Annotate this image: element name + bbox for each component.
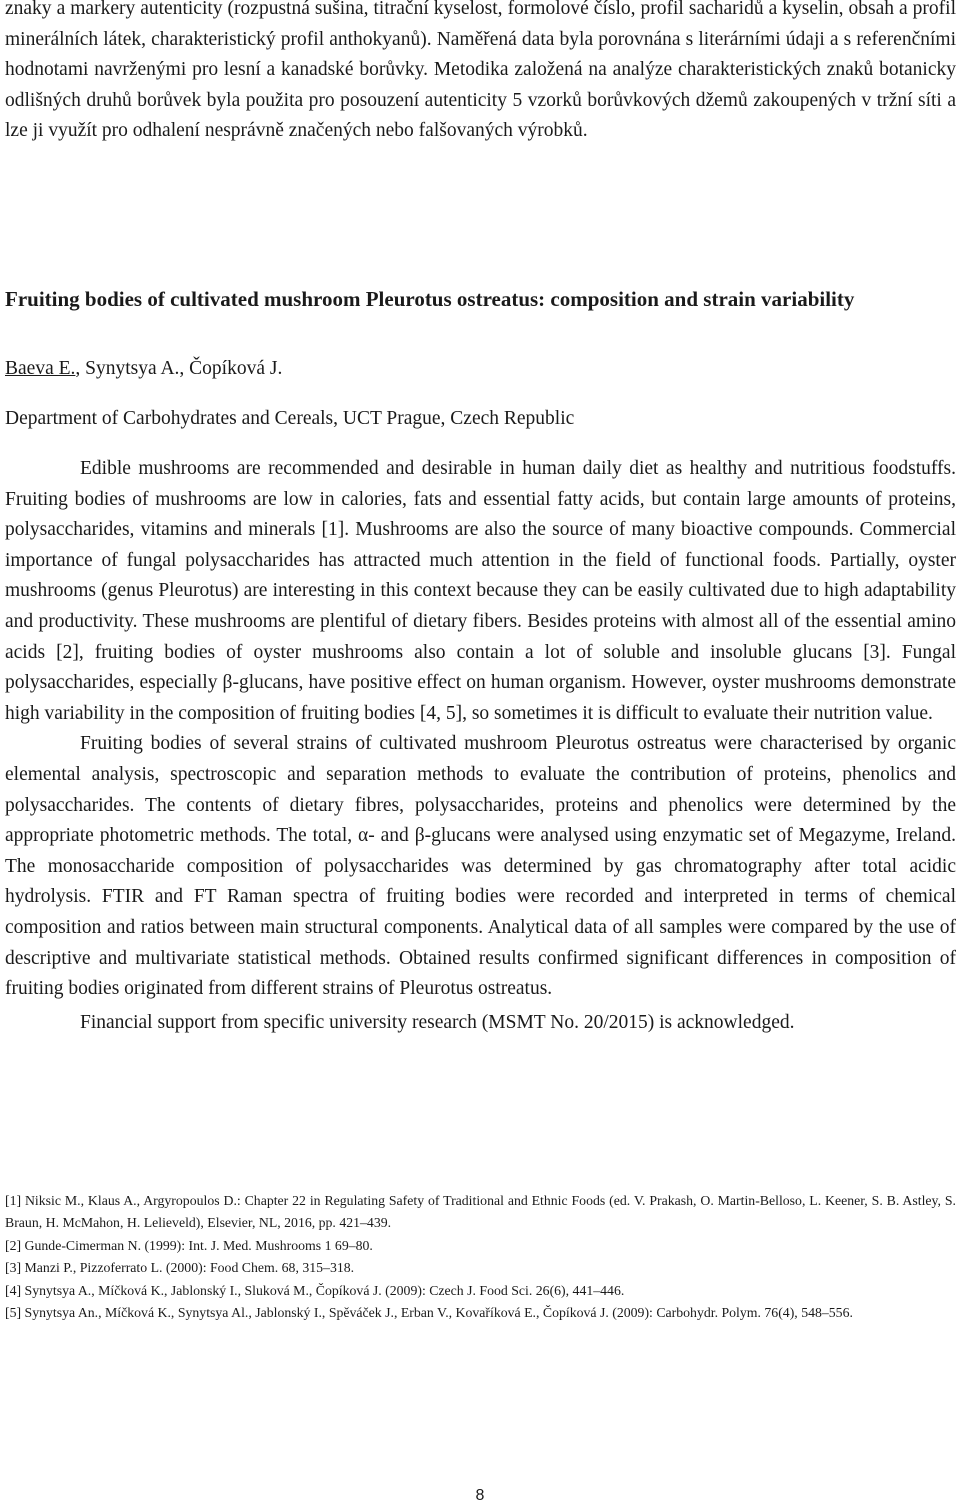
financial-support: Financial support from specific university research (MSMT No. 20/2015) is acknowledged. <box>80 1011 795 1033</box>
author-list <box>5 356 956 382</box>
other-authors: Synytsya A., Čopíková J. <box>80 358 283 379</box>
abstract-paragraph-2: Fruiting bodies of several strains of cultivated mushroom Pleurotus ostreatus were characterised by organic elemental analysis, spectroscopic and separation methods to evaluate the contribution of proteins, phenolics and polysaccharides. The contents of dietary fibres, polysaccharides, proteins and phenolics were determined by the appropriate photometric methods. The total, α- and β-glucans were analysed using enzymatic set of Megazyme, Ireland. The monosaccharide composition of polysaccharides was determined by gas chromatography after total acidic hydrolysis. FTIR and FT Raman spectra of fruiting bodies were recorded and interpreted in terms of chemical composition and ratios between main structural components. Analytical data of all samples were compared by the use of descriptive and multivariate statistical methods. Obtained results confirmed significant differences in composition of fruiting bodies originated from different strains of Pleurotus ostreatus. <box>5 733 956 1000</box>
affiliation: Department of Carbohydrates and Cereals, UCT Prague, Czech Republic <box>5 408 575 429</box>
reference-list <box>5 1190 956 1324</box>
reference-item: [1] Niksic M., Klaus A., Argyropoulos D.: Chapter 22 in Regulating Safety of Traditional and Ethnic Foods (ed. V. Prakash, O. Martin-Belloso, L. Keener, S. B. Astley, S. Braun, H. McMahon, H. Lelieveld), Elsevier, NL, 2016, pp. 421–439. <box>5 1193 956 1231</box>
article-title: Fruiting bodies of cultivated mushroom Pleurotus ostreatus: composition and strain variability <box>5 287 855 311</box>
reference-item: [4] Synytsya A., Míčková K., Jablonský I., Sluková M., Čopíková J. (2009): Czech J. Food Sci. 26(6), 441–446. <box>5 1282 625 1298</box>
reference-item: [5] Synytsya An., Míčková K., Synytsya Al., Jablonský I., Spěváček J., Erban V., Kovaříková E., Čopíková J. (2009): Carbohydr. Polym. 76(4), 548–556. <box>5 1305 853 1321</box>
page-number: 8 <box>475 1487 485 1504</box>
reference-item: [2] Gunde-Cimerman N. (1999): Int. J. Med. Mushrooms 1 69–80. <box>5 1237 373 1253</box>
reference-item: [3] Manzi P., Pizzoferrato L. (2000): Food Chem. 68, 315–318. <box>5 1260 355 1276</box>
abstract-body <box>5 454 956 1038</box>
previous-abstract-text: znaky a markery autenticity (rozpustná sušina, titrační kyselost, formolové číslo, profil sacharidů a kyselin, obsah a profil minerálních látek, charakteristický profil anthokyanů). Naměřená data byla porovnána s literárními údaji a s referenčními hodnotami navrženými pro lesní a kanadské borůvky. Metodika založená na analýze charakteristických znaků botanicky odlišných druhů borůvek byla použita pro posouzení autenticity 5 vzorků borůvkových džemů zakoupených v tržní síti a lze ji využít pro odhalení nesprávně značených nebo falšovaných výrobků. <box>5 0 956 141</box>
presenting-author: Baeva E., <box>5 358 81 379</box>
abstract-paragraph-1: Edible mushrooms are recommended and desirable in human daily diet as healthy and nutritious foodstuffs. Fruiting bodies of mushrooms are low in calories, fats and essential fatty acids, but contain large amounts of proteins, polysaccharides, vitamins and minerals [1]. Mushrooms are also the source of many bioactive compounds. Commercial importance of fungal polysaccharides has attracted much attention in the field of functional foods. Partially, oyster mushrooms (genus Pleurotus) are interesting in this context because they can be easily cultivated due to high adaptability and productivity. These mushrooms are plentiful of dietary fibers. Besides proteins with almost all of the essential amino acids [2], fruiting bodies of oyster mushrooms also contain a lot of soluble and insoluble glucans [3]. Fungal polysaccharides, especially β-glucans, have positive effect on human organism. However, oyster mushrooms demonstrate high variability in the composition of fruiting bodies [4, 5], so sometimes it is difficult to evaluate their nutrition value. <box>5 458 956 724</box>
